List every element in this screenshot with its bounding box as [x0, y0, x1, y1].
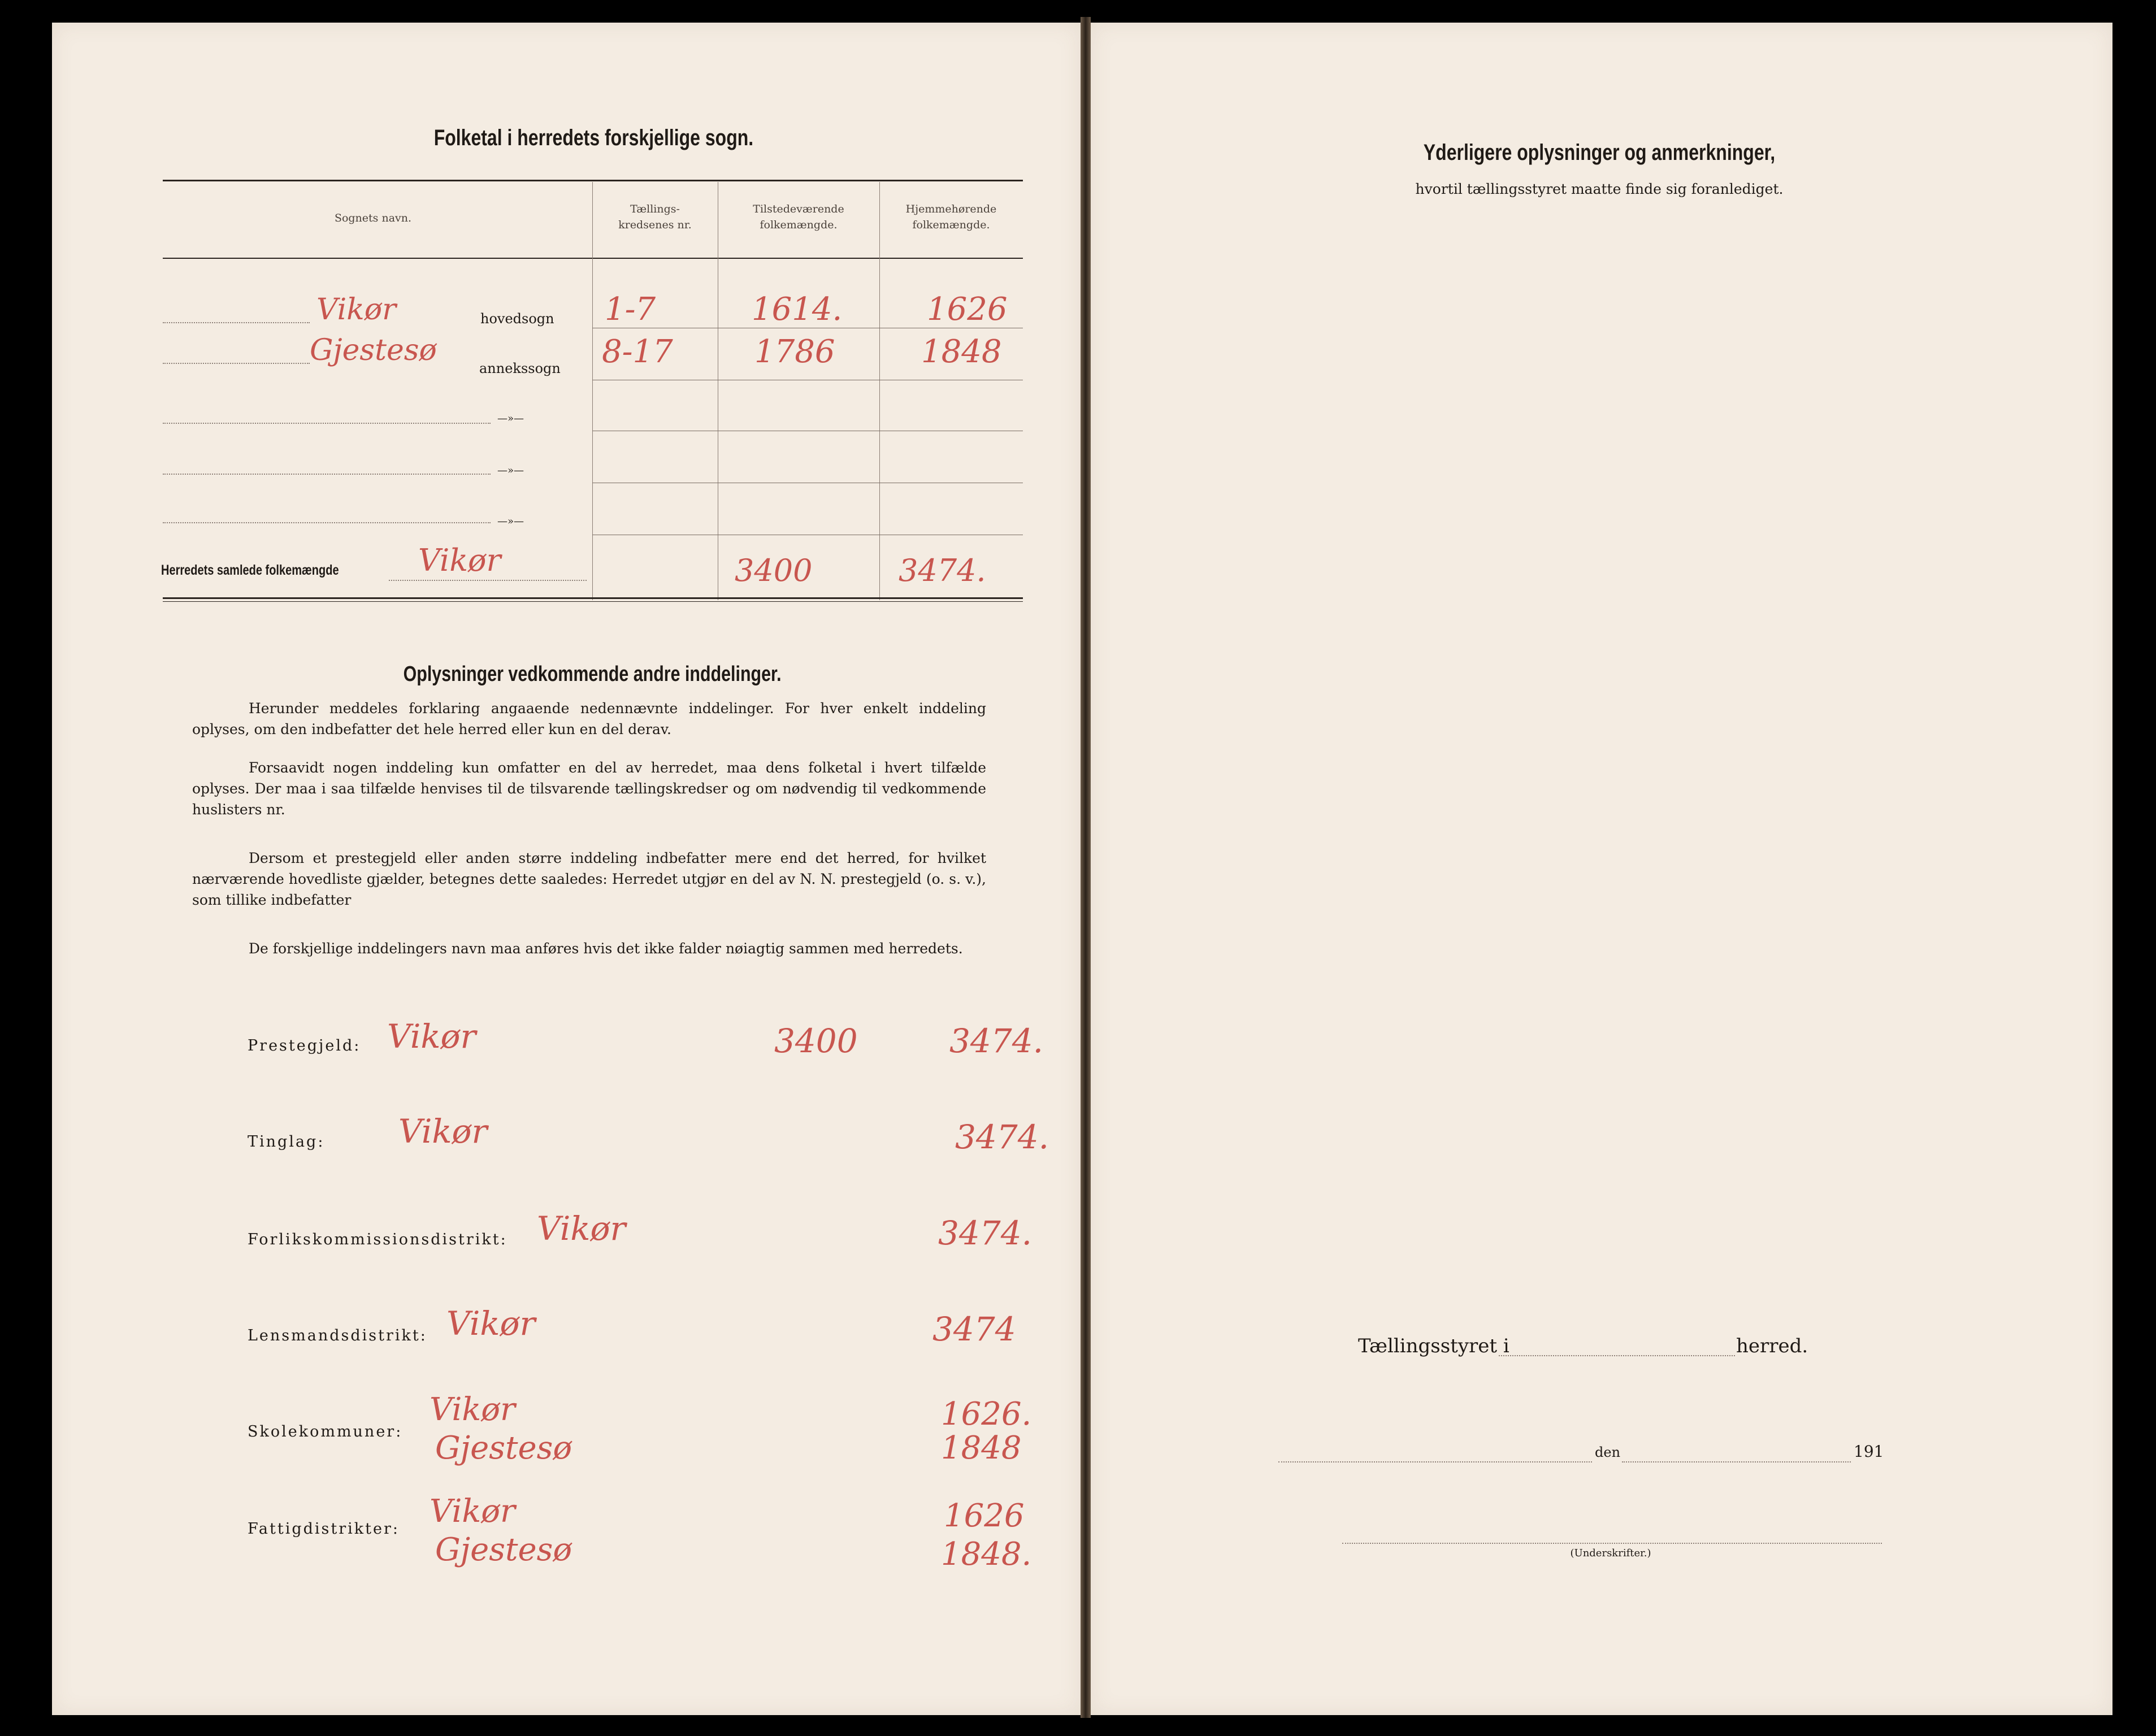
division-prestegjeld-name: Vikør: [387, 1017, 476, 1056]
header-tilstede: Tilstedeværende folkemængde.: [753, 203, 844, 231]
division-lensmand-value: 3474: [932, 1310, 1016, 1348]
right-subtitle: hvortil tællingsstyret maatte finde sig foranlediget.: [1415, 181, 1784, 197]
place-field: [1278, 1461, 1592, 1462]
table-header-rule: [163, 258, 1023, 259]
division-forlik-name: Vikør: [537, 1209, 626, 1248]
division-skole-label: Skolekommuner:: [248, 1423, 403, 1440]
division-skole-name-1: Vikør: [430, 1391, 515, 1428]
division-lensmand-name: Vikør: [446, 1304, 536, 1343]
total-name: Vikør: [418, 542, 501, 578]
paragraph-4: De forskjellige inddelingers navn maa anføres hvis det ikke falder nøiagtig sammen med herredets.: [249, 940, 963, 957]
division-fattig-value-1: 1626: [944, 1498, 1025, 1534]
total-tilstede: 3400: [735, 553, 813, 588]
row-2-kredse: 8-17: [602, 333, 673, 370]
division-prestegjeld-label: Prestegjeld:: [248, 1037, 361, 1054]
division-fattig-value-2: 1848.: [941, 1536, 1032, 1573]
header-kredse: Tællings- kredsenes nr.: [618, 203, 692, 231]
row-1-kredse: 1-7: [605, 291, 656, 328]
right-title: Yderligere oplysninger og anmerkninger,: [1423, 140, 1776, 165]
division-skole-value-1: 1626.: [941, 1396, 1032, 1433]
signatures-label: (Underskrifter.): [1570, 1547, 1651, 1559]
row-2-kind: annekssogn: [479, 361, 561, 376]
right-page: [1091, 23, 2112, 1715]
date-year: 191: [1854, 1442, 1884, 1461]
section2-title: Oplysninger vedkommende andre inddelinger.: [403, 662, 782, 686]
row-1-kind: hovedsogn: [480, 311, 554, 327]
paragraph-1: Herunder meddeles forklaring angaaende nedennævnte inddelinger. For hver enkelt inddeling oplyses, om den indbefatter det hele herred eller kun en del derav.: [192, 700, 986, 737]
row-1-hjemme: 1626: [927, 291, 1008, 328]
row-4-kind: —»—: [497, 465, 524, 476]
left-title: Folketal i herredets forskjellige sogn.: [433, 125, 753, 150]
herred-field: [1499, 1355, 1735, 1356]
col-sep-1: [592, 182, 593, 600]
row-3-kind: —»—: [497, 413, 524, 424]
row-2-name: Gjestesø: [310, 333, 437, 367]
total-label: Herredets samlede folkemængde: [161, 562, 339, 578]
total-hjemme: 3474.: [899, 553, 986, 588]
row-dotted-leader: [163, 322, 310, 323]
row-1-tilstede: 1614.: [752, 291, 843, 328]
col-sep-3: [879, 182, 880, 600]
division-prestegjeld-tilstede: 3400: [774, 1022, 858, 1060]
total-dotted-leader: [389, 580, 587, 581]
division-tinglag-name: Vikør: [398, 1112, 488, 1151]
date-field: [1622, 1461, 1851, 1462]
division-skole-value-2: 1848: [941, 1430, 1022, 1466]
sign-prefix: Tællingsstyret i: [1358, 1335, 1509, 1357]
row-2-tilstede: 1786: [754, 333, 835, 370]
row-dotted-leader: [163, 423, 491, 424]
division-lensmand-label: Lensmandsdistrikt:: [248, 1327, 427, 1344]
date-den: den: [1595, 1444, 1621, 1460]
table-top-rule: [163, 180, 1023, 181]
division-fattig-label: Fattigdistrikter:: [248, 1520, 400, 1538]
division-prestegjeld-value: 3474.: [949, 1022, 1044, 1060]
signature-line: [1342, 1543, 1882, 1544]
row-2-hjemme: 1848: [921, 333, 1002, 370]
header-sognets-navn: Sognets navn.: [334, 212, 412, 224]
division-fattig-name-1: Vikør: [430, 1493, 515, 1530]
division-tinglag-label: Tinglag:: [248, 1133, 325, 1151]
table-bottom-rule: [163, 597, 1023, 599]
row-dotted-leader: [163, 363, 310, 364]
table-bottom-rule-2: [163, 601, 1023, 602]
division-tinglag-value: 3474.: [955, 1118, 1049, 1156]
paragraph-2: Forsaavidt nogen inddeling kun omfatter en del av herredet, maa dens folketal i hvert tilfælde oplyses. Der maa i saa tilfælde henvises til de tilsvarende tællingskredser og om nødvendig til vedkommende huslisters nr.: [192, 760, 986, 818]
sign-suffix: herred.: [1736, 1335, 1808, 1357]
paragraph-3: Dersom et prestegjeld eller anden større inddeling indbefatter mere end det herred, for hvilket nærværende hovedliste gjælder, betegnes dette saaledes: Herredet utgjør en del av N. N. prestegjeld (o. s. v.), som tillike indbefatter: [192, 850, 986, 908]
header-hjemme: Hjemmehørende folkemængde.: [905, 203, 997, 231]
row-5-kind: —»—: [497, 515, 524, 527]
division-fattig-name-2: Gjestesø: [435, 1531, 572, 1568]
division-skole-name-2: Gjestesø: [435, 1430, 572, 1466]
row-dotted-leader: [163, 474, 491, 475]
division-forlik-label: Forlikskommissionsdistrikt:: [248, 1231, 507, 1248]
book-spine: [1081, 17, 1091, 1718]
row-dotted-leader: [163, 522, 491, 523]
division-forlik-value: 3474.: [938, 1214, 1033, 1252]
row-1-name: Vikør: [316, 293, 396, 327]
